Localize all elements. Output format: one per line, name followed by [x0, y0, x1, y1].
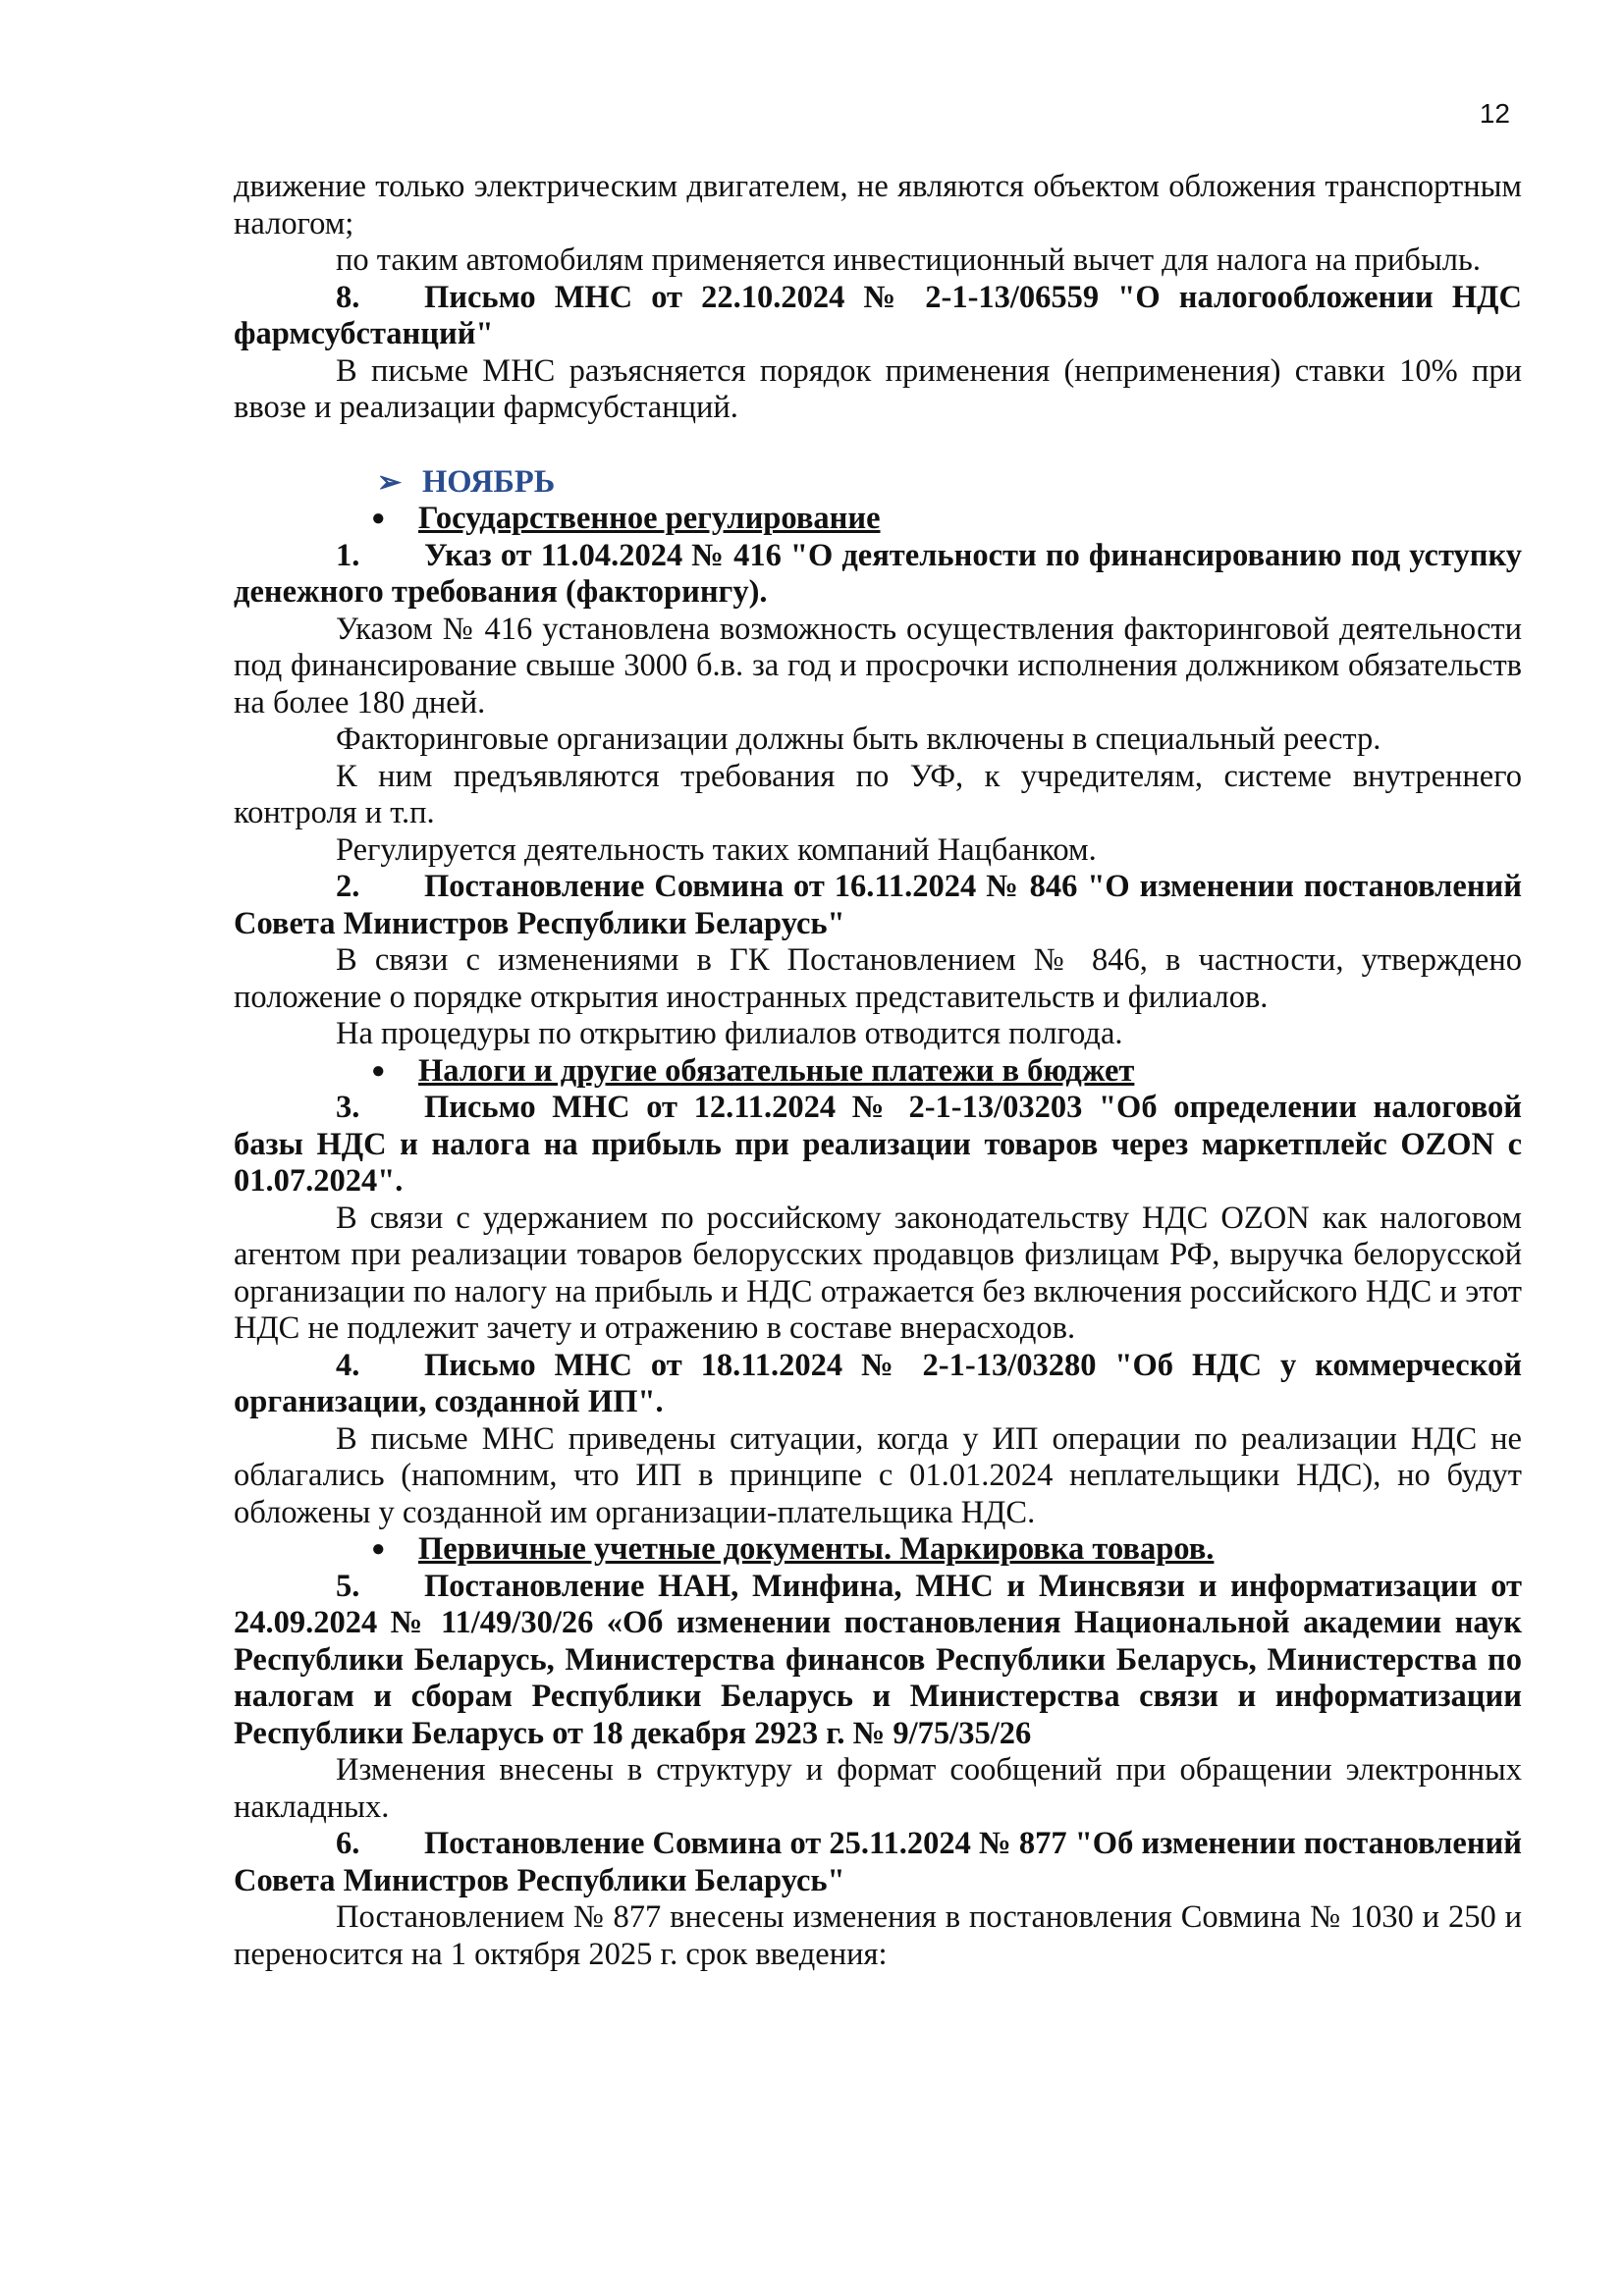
paragraph: В связи с удержанием по российскому законодательству НДС OZON как налоговом агентом при реализации товаров белорусских продавцов физлицам РФ, выручка белорусской организации по налогу на прибыль и НДС отражается без включения российского НДС и этот НДС не подлежит зачету и отражению в составе внерасходов. [234, 1200, 1522, 1346]
paragraph: В связи с изменениями в ГК Постановлением № 846, в частности, утверждено положение о порядке открытия иностранных представительств и филиалов. [234, 942, 1522, 1015]
item-number: 3. [336, 1090, 360, 1125]
paragraph: Изменения внесены в структуру и формат сообщений при обращении электронных накладных. [234, 1752, 1522, 1825]
document-item-heading [234, 869, 1522, 942]
document-body [234, 169, 1522, 1973]
section-title: Налоги и другие обязательные платежи в бюджет [418, 1052, 1135, 1089]
item-title: Постановление Совмина от 16.11.2024 № 846 "О изменении постановлений Совета Министров Республики Беларусь" [234, 869, 1522, 941]
month-heading [234, 464, 1522, 502]
document-item-heading [234, 538, 1522, 612]
item-number: 2. [336, 869, 360, 904]
item-title: Указ от 11.04.2024 № 416 "О деятельности по финансированию под уступку денежного требования (факторингу). [234, 537, 1522, 610]
item-title: Письмо МНС от 18.11.2024 № 2-1-13/03280 "Об НДС у коммерческой организации, созданной ИП". [234, 1347, 1522, 1419]
item-number: 5. [336, 1568, 360, 1604]
paragraph: Постановлением № 877 внесены изменения в постановления Совмина № 1030 и 250 и переносится на 1 октября 2025 г. срок введения: [234, 1899, 1522, 1972]
page-number: 12 [1479, 98, 1510, 129]
item-title: Постановление НАН, Минфина, МНС и Минсвязи и информатизации от 24.09.2024 № 11/49/30/26 «Об изменении постановления Национальной академии наук Республики Беларусь, Министерства финансов Республики Беларусь, Министерства по налогам и сборам Республики Беларусь и Министерства связи и информатизации Республики Беларусь от 18 декабря 2923 г. № 9/75/35/26 [234, 1568, 1522, 1751]
item-number: 6. [336, 1826, 360, 1861]
item-number: 1. [336, 537, 360, 573]
section-title: Первичные учетные документы. Маркировка товаров. [418, 1531, 1215, 1567]
arrow-bullet-icon: ➢ [377, 465, 403, 499]
item-title: Постановление Совмина от 25.11.2024 № 877 "Об изменении постановлений Совета Министров Республики Беларусь" [234, 1826, 1522, 1898]
paragraph: К ним предъявляются требования по УФ, к учредителям, системе внутреннего контроля и т.п. [234, 758, 1522, 830]
paragraph: по таким автомобилям применяется инвестиционный вычет для налога на прибыль. [336, 242, 1481, 278]
paragraph: В письме МНС разъясняется порядок применения (неприменения) ставки 10% при ввозе и реализации фармсубстанций. [234, 352, 1522, 425]
paragraph: Указом № 416 установлена возможность осуществления факторинговой деятельности под финансирование свыше 3000 б.в. за год и просрочки исполнения должником обязательств на более 180 дней. [234, 611, 1522, 721]
month-title: НОЯБРЬ [422, 463, 556, 500]
paragraph: В письме МНС приведены ситуации, когда у ИП операции по реализации НДС не облагались (напомним, что ИП в принципе с 01.01.2024 неплательщики НДС), но будут обложены у созданной им организации-плательщика НДС. [234, 1420, 1522, 1530]
document-item-heading [234, 1090, 1522, 1201]
document-item-heading [234, 1826, 1522, 1899]
bullet-icon: ● [371, 1057, 386, 1084]
document-item-heading [234, 280, 1522, 353]
bullet-icon: ● [371, 506, 386, 531]
item-title: Письмо МНС от 12.11.2024 № 2-1-13/03203 "Об определении налоговой базы НДС и налога на прибыль при реализации товаров через маркетплейс OZON с 01.07.2024". [234, 1090, 1522, 1199]
item-number: 8. [336, 279, 360, 315]
section-heading [234, 1053, 1522, 1091]
paragraph: Регулируется деятельность таких компаний Нацбанком. [336, 831, 1097, 868]
section-title: Государственное регулирование [418, 501, 881, 536]
paragraph: Факторинговые организации должны быть включены в специальный реестр. [336, 721, 1381, 757]
section-heading [234, 1531, 1522, 1569]
paragraph: движение только электрическим двигателем, не являются объектом обложения транспортным налогом; [234, 169, 1522, 241]
section-heading [234, 501, 1522, 538]
document-item-heading [234, 1348, 1522, 1421]
item-number: 4. [336, 1347, 360, 1383]
item-title: Письмо МНС от 22.10.2024 № 2-1-13/06559 "О налогообложении НДС фармсубстанций" [234, 279, 1522, 351]
document-item-heading [234, 1569, 1522, 1753]
bullet-icon: ● [371, 1536, 386, 1562]
paragraph: На процедуры по открытию филиалов отводится полгода. [336, 1016, 1123, 1051]
